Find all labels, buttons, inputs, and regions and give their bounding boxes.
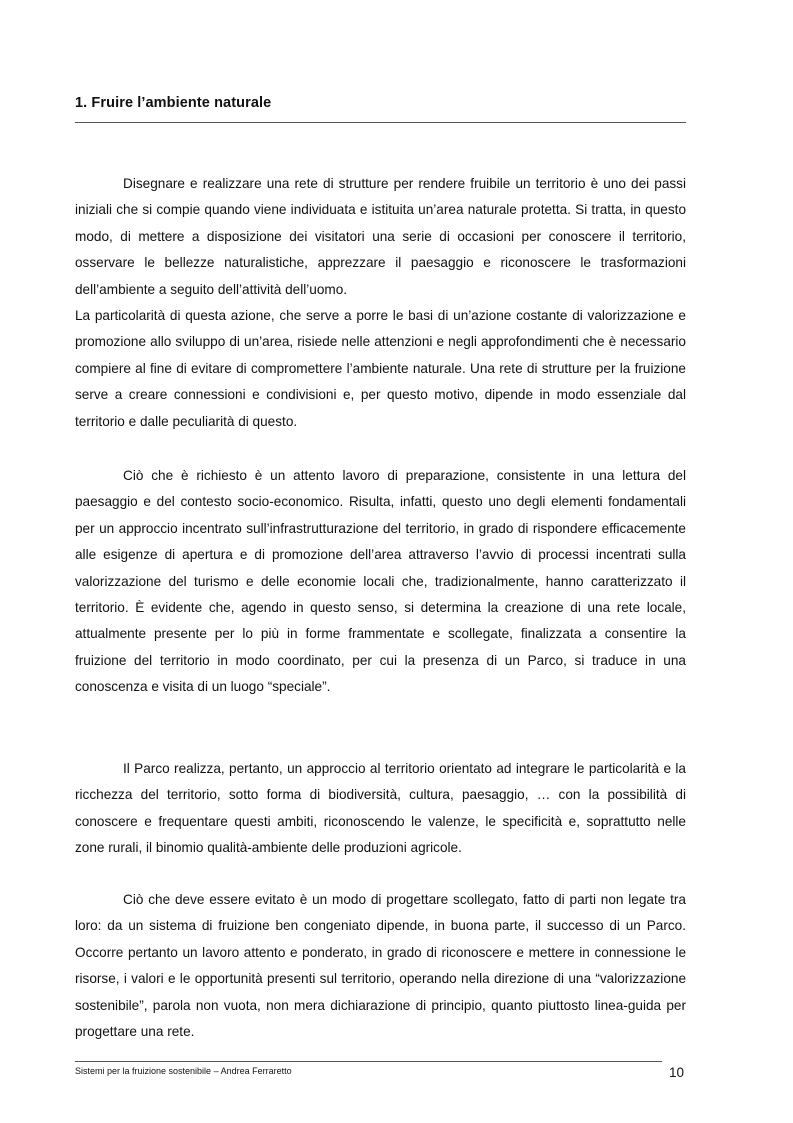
paragraph-block-2 <box>75 463 686 701</box>
paragraph-block-4 <box>75 887 686 1045</box>
paragraph-3: Ciò che è richiesto è un attento lavoro di preparazione, consistente in una lettura del paesaggio e del contesto socio-economico. Risulta, infatti, questo uno degli elementi fondamentali per un approccio incentrato sull’infrastrutturazione del territorio, in grado di rispondere efficacemente alle esigenze di apertura e di promozione dell’area attraverso l’avvio di processi incentrati sulla valorizzazione del turismo e delle economie locali che, tradizionalmente, hanno caratterizzato il territorio. È evidente che, agendo in questo senso, si determina la creazione di una rete locale, attualmente presente per lo più in forme frammentate e scollegate, finalizzata a consentire la fruizione del territorio in modo coordinato, per cui la presenza di un Parco, si traduce in una conoscenza e visita di un luogo “speciale”. <box>75 468 686 695</box>
paragraph-2: La particolarità di questa azione, che serve a porre le basi di un’azione costante di valorizzazione e promozione allo sviluppo di un’area, risiede nelle attenzioni e negli approfondimenti che è necessario compiere al fine di evitare di compromettere l’ambiente naturale. Una rete di strutture per la fruizione serve a creare connessioni e condivisioni e, per questo motivo, dipende in modo essenziale dal territorio e dalle peculiarità di questo. <box>75 308 686 429</box>
page-number: 10 <box>668 1065 684 1080</box>
paragraph-5: Ciò che deve essere evitato è un modo di progettare scollegato, fatto di parti non legate tra loro: da un sistema di fruizione ben congeniato dipende, in buona parte, il successo di un Parco. Occorre pertanto un lavoro attento e ponderato, in grado di riconoscere e mettere in connessione le risorse, i valori e le opportunità presenti sul territorio, operando nella direzione di una “valorizzazione sostenibile”, parola non vuota, non mera dichiarazione di principio, quanto piuttosto linea-guida per progettare una rete. <box>75 892 686 1040</box>
footer-rule <box>75 1061 662 1062</box>
paragraph-block-3 <box>75 756 686 862</box>
heading-rule <box>75 122 686 123</box>
section-heading: 1. Fruire l’ambiente naturale <box>75 95 272 111</box>
paragraph-1: Disegnare e realizzare una rete di strutture per rendere fruibile un territorio è uno dei passi iniziali che si compie quando viene individuata e istituita un’area naturale protetta. Si tratta, in questo modo, di mettere a disposizione dei visitatori una serie di occasioni per conoscere il territorio, osservare le bellezze naturalistiche, apprezzare il paesaggio e riconoscere le trasformazioni dell’ambiente a seguito dell’attività dell’uomo. <box>75 176 686 297</box>
footer-title: Sistemi per la fruizione sostenibile – Andrea Ferraretto <box>75 1066 292 1076</box>
paragraph-4: Il Parco realizza, pertanto, un approccio al territorio orientato ad integrare le particolarità e la ricchezza del territorio, sotto forma di biodiversità, cultura, paesaggio, … con la possibilità di conoscere e frequentare questi ambiti, riconoscendo le valenze, le specificità e, soprattutto nelle zone rurali, il binomio qualità-ambiente delle produzioni agricole. <box>75 761 686 856</box>
paragraph-block-1 <box>75 171 686 435</box>
